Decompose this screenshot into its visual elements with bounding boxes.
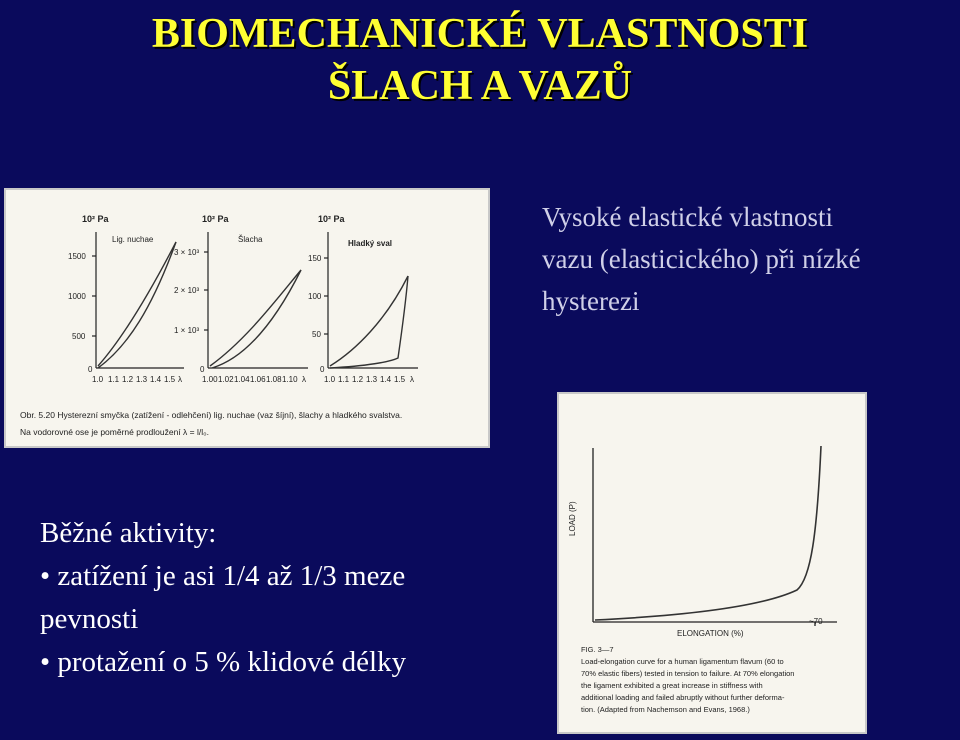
fig2-caption-line-3: 70% elastic fibers) tested in tension to failure. At 70% elongation — [581, 669, 795, 678]
plot2-ytick-2: 2 × 10³ — [174, 286, 200, 295]
plot2-xtick-5: 1.08 — [266, 375, 282, 384]
slide-title — [0, 8, 960, 112]
plot1-unload-curve — [98, 242, 176, 368]
title-line-1: BIOMECHANICKÉ VLASTNOSTI — [151, 11, 809, 57]
plot2-unit: 10² Pa — [202, 214, 229, 224]
plot2-label: Šlacha — [238, 235, 263, 244]
plot3-xtick-1: 1.0 — [324, 375, 336, 384]
load-elongation-figure — [557, 392, 867, 734]
note-line-2: vazu (elasticického) při nízké — [542, 244, 861, 274]
load-elongation-plot — [559, 394, 865, 732]
plot1-ytick-3: 500 — [72, 332, 86, 341]
plot2-xtick-2: 1.02 — [218, 375, 234, 384]
fig2-caption-line-4: the ligament exhibited a great increase in stiffness with — [581, 681, 763, 690]
hysteresis-figure — [4, 188, 490, 448]
plot3-ytick-2: 100 — [308, 292, 322, 301]
plot1-xtick-1: 1.0 — [92, 375, 104, 384]
plot1-load-curve — [98, 242, 176, 366]
plot3-xtick-7: λ — [410, 375, 414, 384]
activities-item-1-line-2: pevnosti — [40, 603, 139, 635]
plot1-xtick-6: 1.5 — [164, 375, 176, 384]
plot2-load-curve — [210, 270, 301, 366]
figure1-caption-line1: Obr. 5.20 Hysterezní smyčka (zatížení - odlehčení) lig. nuchae (vaz šíjní), šlachy a hladkého svalstva. — [20, 410, 403, 420]
fig2-curve — [595, 446, 821, 620]
plot3-xtick-3: 1.2 — [352, 375, 364, 384]
plot3-ytick-3: 50 — [312, 330, 321, 339]
plot2-xtick-7: λ — [302, 375, 306, 384]
plot3-label: Hladký sval — [348, 239, 393, 248]
fig2-xlabel: ELONGATION (%) — [677, 629, 744, 638]
note-line-3: hysterezi — [542, 286, 640, 316]
plot2-ytick-1: 3 × 10³ — [174, 248, 200, 257]
title-line-2: ŠLACH A VAZŮ — [327, 63, 633, 109]
plot3-xtick-2: 1.1 — [338, 375, 350, 384]
activities-item-1-line-1: • zatížení je asi 1/4 až 1/3 meze — [40, 560, 406, 592]
plot2-xtick-6: 1.10 — [282, 375, 298, 384]
plot3-unit: 10² Pa — [318, 214, 345, 224]
plot2-xtick-4: 1.06 — [250, 375, 266, 384]
figure1-caption-line2: Na vodorovné ose je poměrné prodloužení λ = l/l₀. — [20, 427, 209, 437]
plot1-ytick-2: 1000 — [68, 292, 86, 301]
plot2-xtick-3: 1.04 — [234, 375, 250, 384]
plot3-ytick-4: 0 — [320, 365, 325, 374]
elastic-properties-note — [542, 196, 960, 322]
plot1-xtick-4: 1.3 — [136, 375, 148, 384]
fig2-ylabel: LOAD (P) — [568, 501, 577, 536]
hysteresis-plots — [6, 190, 488, 446]
plot1-ytick-4: 0 — [88, 365, 93, 374]
plot3-xtick-6: 1.5 — [394, 375, 406, 384]
plot3-xtick-4: 1.3 — [366, 375, 378, 384]
fig2-xtick: ~70 — [809, 617, 823, 626]
plot3-ytick-1: 150 — [308, 254, 322, 263]
plot1-unit: 10² Pa — [82, 214, 109, 224]
plot2-ytick-4: 0 — [200, 365, 205, 374]
plot3-xtick-5: 1.4 — [380, 375, 392, 384]
plot3-unload-curve — [330, 276, 408, 368]
plot2-xtick-1: 1.00 — [202, 375, 218, 384]
common-activities-text — [40, 512, 540, 684]
activities-item-2: • protažení o 5 % klidové délky — [40, 646, 407, 678]
plot1-ytick-1: 1500 — [68, 252, 86, 261]
plot3-load-curve — [330, 276, 408, 366]
plot1-xtick-7: λ — [178, 375, 182, 384]
fig2-caption-line-1: FIG. 3—7 — [581, 645, 614, 654]
fig2-caption-line-2: Load-elongation curve for a human ligamentum flavum (60 to — [581, 657, 784, 666]
plot1-xtick-2: 1.1 — [108, 375, 120, 384]
plot1-xtick-3: 1.2 — [122, 375, 134, 384]
fig2-caption-line-6: tion. (Adapted from Nachemson and Evans, 1968.) — [581, 705, 750, 714]
note-line-1: Vysoké elastické vlastnosti — [542, 202, 833, 232]
fig2-caption-line-5: additional loading and failed abruptly without further deforma- — [581, 693, 785, 702]
plot1-label: Lig. nuchae — [112, 235, 154, 244]
plot1-xtick-5: 1.4 — [150, 375, 162, 384]
activities-heading: Běžné aktivity: — [40, 517, 217, 549]
plot2-ytick-3: 1 × 10³ — [174, 326, 200, 335]
